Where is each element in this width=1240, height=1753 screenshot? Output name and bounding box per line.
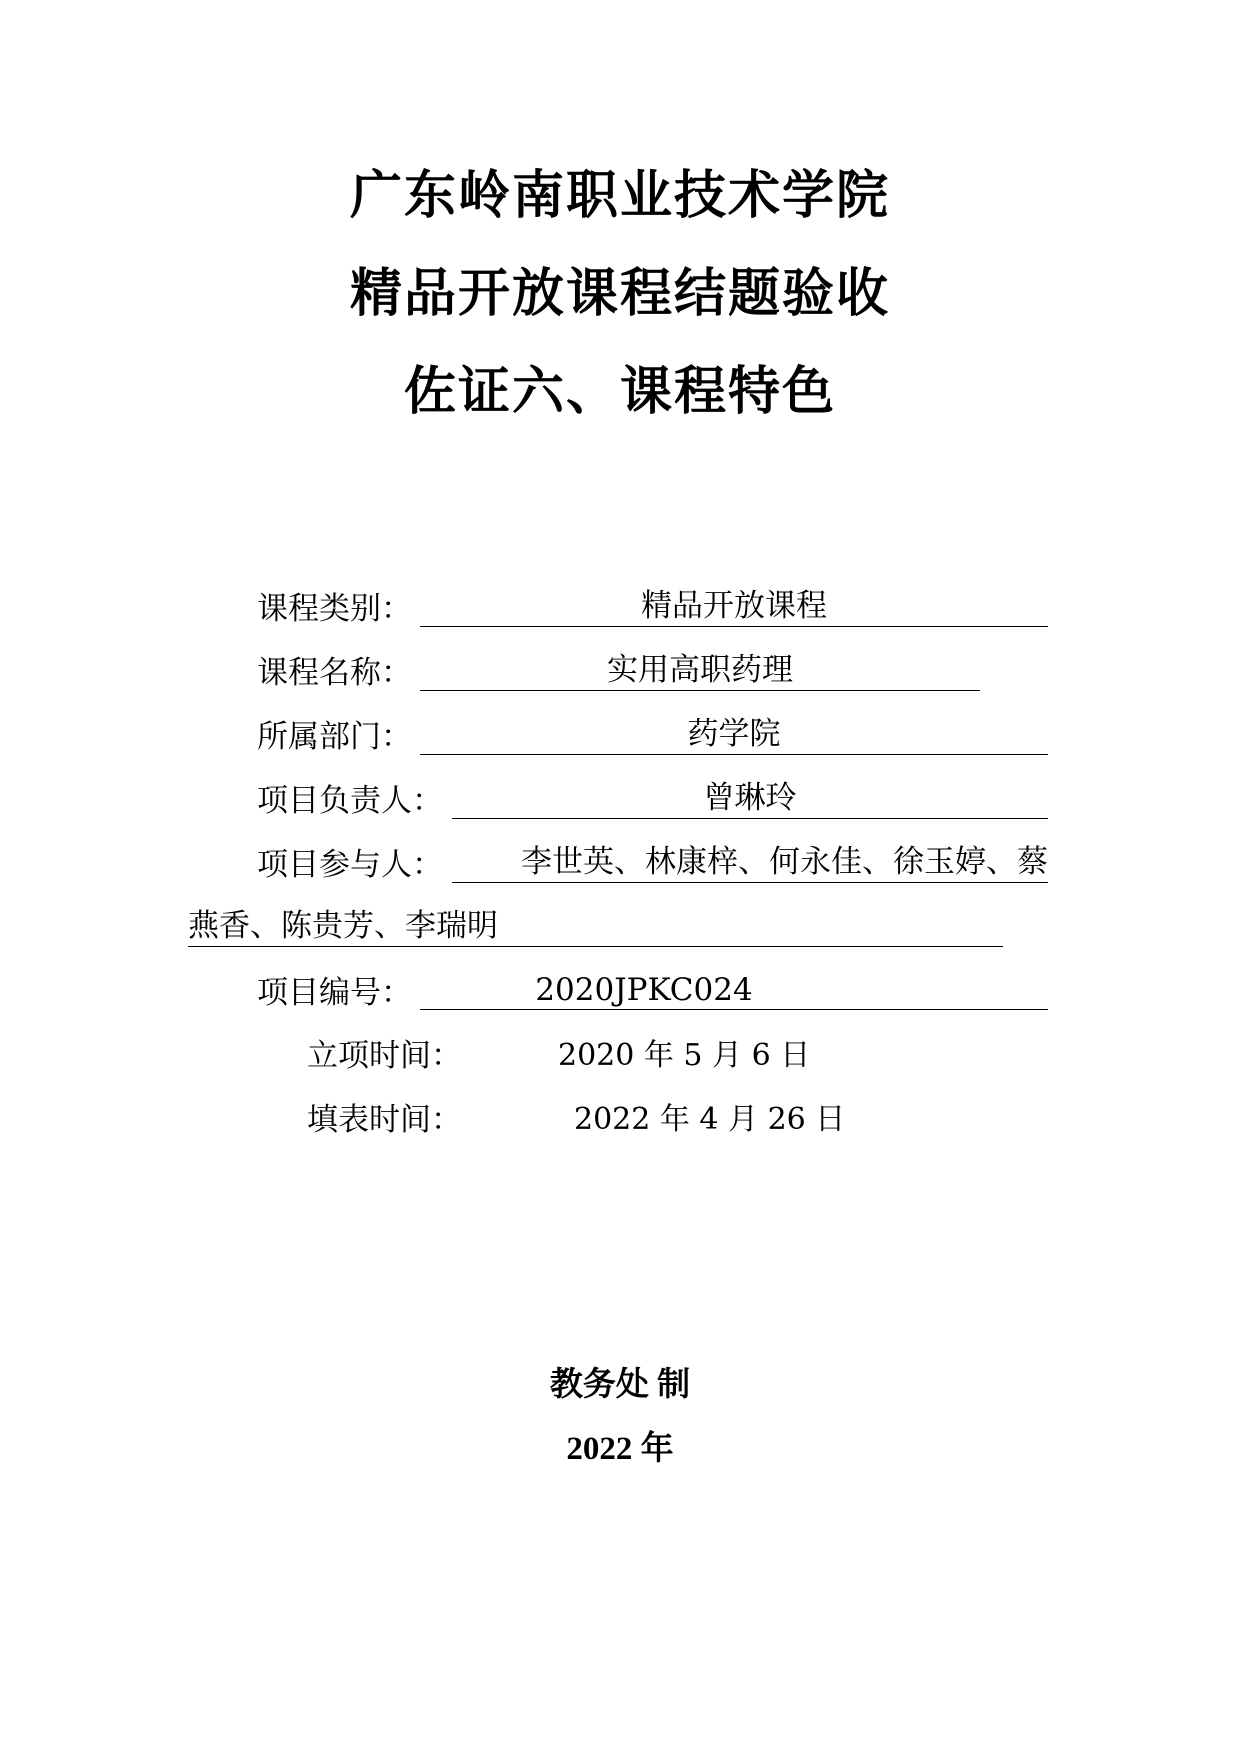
leader-value: 曾琳玲 (452, 778, 1048, 819)
fill-date-value: 2022 年 4 月 26 日 (574, 1102, 846, 1137)
participants-value-line2: 燕香、陈贵芳、李瑞明 (188, 906, 1003, 947)
project-no-value: 2020JPKC024 (420, 970, 1048, 1010)
participants-label: 项目参与人： (257, 847, 443, 883)
fill-date-label: 填表时间： (307, 1102, 462, 1138)
title-school: 广东岭南职业技术学院 (349, 165, 890, 226)
course-name-value: 实用高职药理 (420, 650, 980, 691)
title-evidence: 佐证六、课程特色 (403, 361, 836, 422)
participants-value-line1: 李世英、林康梓、何永佳、徐玉婷、蔡 (452, 842, 1048, 883)
course-name-label: 课程名称： (257, 655, 412, 691)
leader-label: 项目负责人： (257, 783, 443, 819)
title-acceptance: 精品开放课程结题验收 (349, 263, 890, 324)
project-no-label: 项目编号： (257, 975, 412, 1011)
course-type-value: 精品开放课程 (420, 586, 1048, 627)
footer-maker: 教务处 制 (549, 1367, 691, 1403)
course-type-label: 课程类别： (257, 591, 412, 627)
department-value: 药学院 (420, 714, 1048, 755)
start-date-value: 2020 年 5 月 6 日 (558, 1038, 811, 1073)
start-date-label: 立项时间： (307, 1038, 462, 1074)
footer-year: 2022 年 (566, 1431, 674, 1467)
department-label: 所属部门： (257, 719, 412, 755)
